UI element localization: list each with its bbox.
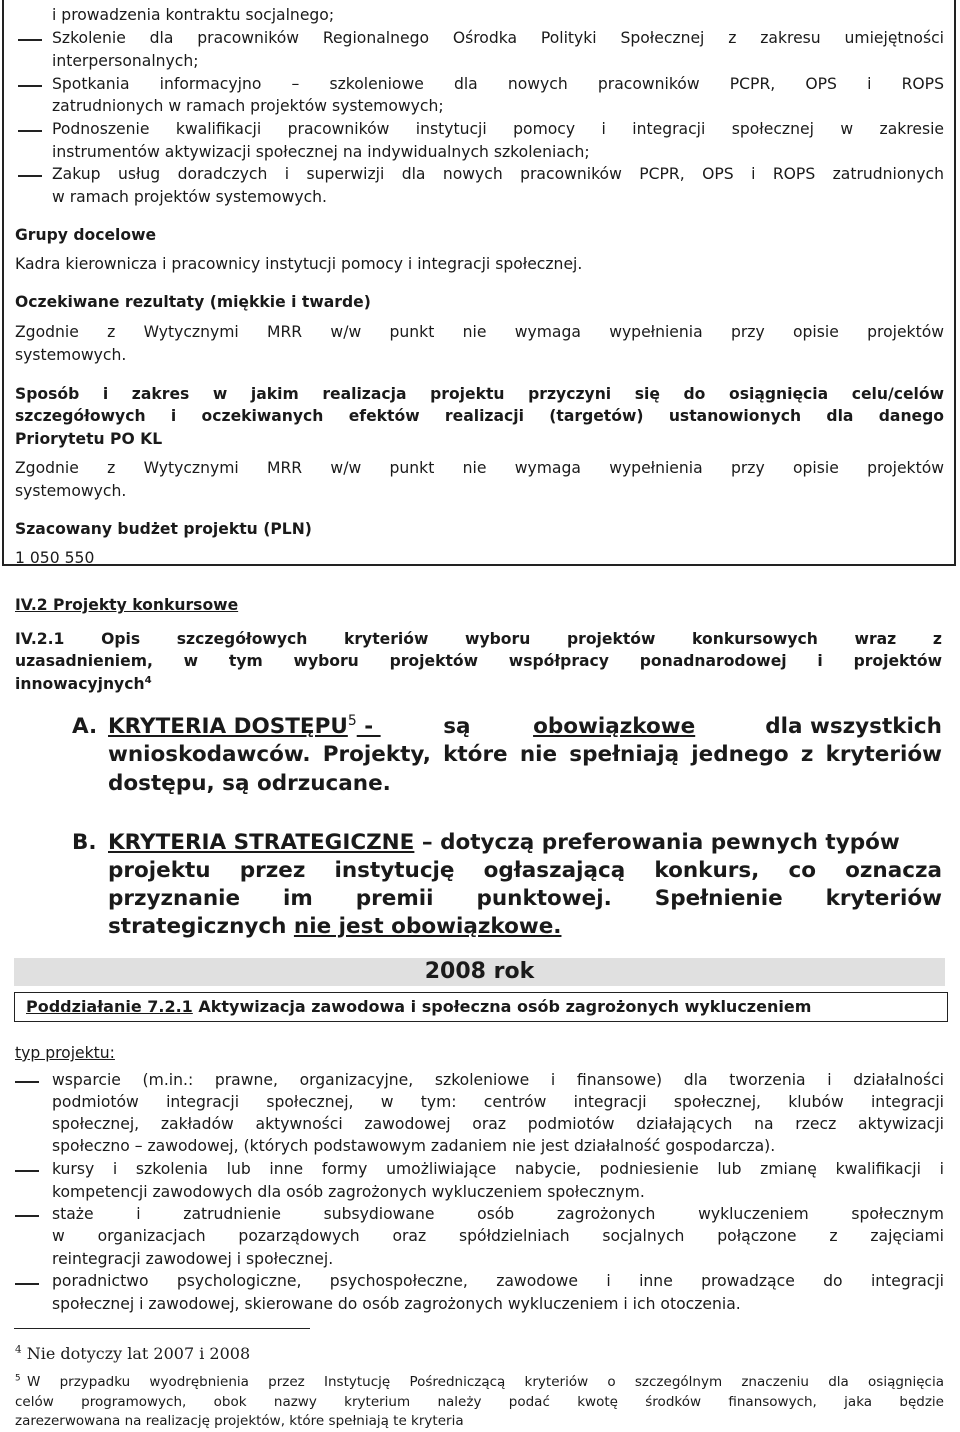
type-text: podmiotów integracji społecznej, w tym: centrów integracji społecznej, klubów integracji — [52, 1093, 944, 1111]
section-subheading: innowacyjnych$^4$ — [15, 674, 152, 693]
dash-bullet — [18, 85, 42, 87]
bullet-text: w ramach projektów systemowych. — [52, 188, 327, 206]
criteria-b-line2: projektu przez instytucję ogłaszającą konkurs, co oznacza — [108, 858, 942, 883]
type-text: społecznej i zawodowej, skierowane do osób zagrożonych wykluczeniem i ich otoczenia. — [52, 1295, 741, 1313]
footnote-ref: 4 — [144, 674, 152, 686]
type-text: społeczno – zawodowej, (których podstawowym zadaniem nie jest działalność gospodarcza). — [52, 1137, 776, 1155]
criteria-a-line3: dostępu, są odrzucane. — [108, 771, 391, 796]
measure-code: Poddziałanie 7.2.1 — [26, 997, 193, 1016]
bullet-text: Szkolenie dla pracowników Regionalnego Ośrodka Polityki Społecznej z zakresu umiejętności — [52, 29, 944, 47]
footnote-ref: 5 — [347, 712, 357, 729]
section-subheading: IV.2.1 Opis szczegółowych kryteriów wyboru projektów konkursowych wraz z — [15, 630, 942, 648]
footnote-5-text: celów programowych, obok nazwy kryterium należy podać kwotę środków finansowych, jaka będzie — [15, 1394, 944, 1410]
method-text: Zgodnie z Wytycznymi MRR w/w punkt nie wymaga wypełnienia przy opisie projektów — [15, 459, 944, 477]
bullet-text: Podnoszenie kwalifikacji pracowników instytucji pomocy i integracji społecznej w zakresie — [52, 120, 944, 138]
criteria-a-line2: wnioskodawców. Projekty, które nie spełniają jednego z kryteriów — [108, 742, 942, 767]
footnote-number: 5 — [15, 1373, 21, 1384]
bullet-text: zatrudnionych w ramach projektów systemowych; — [52, 97, 444, 115]
footnote-rule — [14, 1328, 310, 1329]
bullet-text: interpersonalnych; — [52, 52, 199, 70]
text-line: i prowadzenia kontraktu socjalnego; — [52, 6, 335, 24]
results-heading: Oczekiwane rezultaty (miękkie i twarde) — [15, 293, 371, 311]
budget-heading: Szacowany budżet projektu (PLN) — [15, 520, 312, 538]
dash-bullet — [18, 39, 42, 41]
results-text: systemowych. — [15, 346, 127, 364]
bullet-text: Zakup usług doradczych i superwizji dla nowych pracowników PCPR, OPS i ROPS zatrudnionych — [52, 165, 944, 183]
results-text: Zgodnie z Wytycznymi MRR w/w punkt nie wymaga wypełnienia przy opisie projektów — [15, 323, 944, 341]
dash-bullet — [15, 1170, 39, 1172]
criteria-b-letter: B. — [72, 830, 97, 855]
target-groups-heading: Grupy docelowe — [15, 226, 157, 244]
type-text: społecznej, zakładów aktywności zawodowej oraz podmiotów działających na rzecz aktywizacji — [52, 1115, 944, 1133]
criteria-b-line4: strategicznych nie jest obowiązkowe. — [108, 914, 562, 939]
not-obligatory: nie jest obowiązkowe. — [293, 914, 562, 939]
criteria-b-line1: KRYTERIA STRATEGICZNE – dotyczą preferowania pewnych typów — [108, 830, 900, 855]
footnote-5-text: zarezerwowana na realizację projektów, które spełniają te kryteria — [15, 1413, 464, 1429]
dash-bullet — [18, 130, 42, 132]
type-text: reintegracji zawodowej i społecznej. — [52, 1250, 334, 1268]
obligatory-word: obowiązkowe — [533, 714, 696, 739]
dash-bullet — [18, 175, 42, 177]
footnote-5-text: W przypadku wyodrębnienia przez Instytucję Pośredniczącą kryteriów o szczególnym znaczeniu dla osiągnięcia — [27, 1374, 944, 1390]
type-text: staże i zatrudnienie subsydiowane osób zagrożonych wykluczeniem społecznym — [52, 1205, 944, 1223]
project-type-label: typ projektu: — [15, 1044, 115, 1062]
dash-bullet — [15, 1283, 39, 1285]
criteria-b-line3: przyznanie im premii punktowej. Spełnienie kryteriów — [108, 886, 942, 911]
footnote-number: 4 — [15, 1343, 22, 1356]
measure-title: Poddziałanie 7.2.1 Aktywizacja zawodowa i społeczna osób zagrożonych wykluczeniem — [26, 997, 812, 1016]
criteria-a-letter: A. — [72, 714, 98, 739]
section-title: IV.2 Projekty konkursowe — [15, 596, 239, 614]
method-heading: Priorytetu PO KL — [15, 430, 163, 448]
footnote-4: $^4$ Nie dotyczy lat 2007 i 2008 — [15, 1343, 251, 1363]
criteria-a-name: KRYTERIA DOSTĘPU — [108, 714, 348, 739]
dash-bullet — [15, 1215, 39, 1217]
method-heading: szczegółowych i oczekiwanych efektów realizacji (targetów) ustanowionych dla danego — [15, 407, 944, 425]
target-groups-text: Kadra kierownicza i pracownicy instytucji pomocy i integracji społecznej. — [15, 255, 583, 273]
section-subheading: uzasadnieniem, w tym wyboru projektów współpracy ponadnarodowej i projektów — [15, 652, 942, 670]
criteria-b-name: KRYTERIA STRATEGICZNE — [108, 830, 415, 855]
type-text: w organizacjach pozarządowych oraz spółdzielniach socjalnych połączone z zajęciami — [52, 1227, 944, 1245]
method-text: systemowych. — [15, 482, 127, 500]
method-heading: Sposób i zakres w jakim realizacja projektu przyczyni się do osiągnięcia celu/celów — [15, 385, 944, 403]
type-text: poradnictwo psychologiczne, psychospołeczne, zawodowe i inne prowadzące do integracji — [52, 1272, 944, 1290]
bullet-text: instrumentów aktywizacji społecznej na indywidualnych szkoleniach; — [52, 143, 590, 161]
type-text: kursy i szkolenia lub inne formy umożliwiające nabycie, podniesienie lub zmianę kwalifikacji i — [52, 1160, 944, 1178]
type-text: kompetencji zawodowych dla osób zagrożonych wykluczeniem społecznym. — [52, 1183, 645, 1201]
criteria-a-line1: KRYTERIA DOSTĘPU$^5$ - są obowiązkowe dla wszystkich — [108, 713, 942, 742]
year-label: 2008 rok — [424, 959, 535, 984]
bullet-text: Spotkania informacyjno – szkoleniowe dla nowych pracowników PCPR, OPS i ROPS — [52, 75, 944, 93]
dash-bullet — [15, 1081, 39, 1083]
type-text: wsparcie (m.in.: prawne, organizacyjne, szkoleniowe i finansowe) dla tworzenia i działalności — [52, 1071, 944, 1089]
budget-value: 1 050 550 — [15, 549, 95, 567]
